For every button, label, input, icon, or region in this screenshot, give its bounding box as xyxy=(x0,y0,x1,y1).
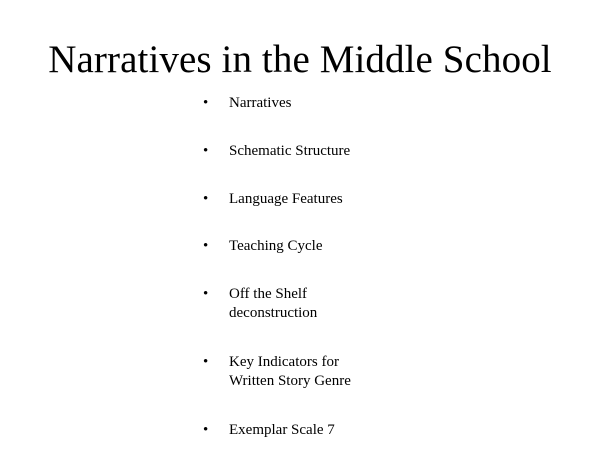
bullet-icon: • xyxy=(203,354,209,370)
bullet-item-key-indicators xyxy=(203,353,351,391)
bullet-item-off-the-shelf xyxy=(203,285,317,323)
bullet-label: Narratives xyxy=(229,95,292,111)
bullet-label: Key Indicators for Written Story Genre xyxy=(229,354,351,389)
bullet-icon: • xyxy=(203,286,209,302)
bullet-icon: • xyxy=(203,143,209,159)
bullet-icon: • xyxy=(203,191,209,207)
bullet-icon: • xyxy=(203,238,209,254)
bullet-label: Exemplar Scale 7 xyxy=(229,422,335,438)
bullet-item-teaching-cycle xyxy=(203,237,323,256)
bullet-label: Schematic Structure xyxy=(229,143,351,159)
bullet-item-narratives xyxy=(203,94,291,113)
bullet-item-exemplar-scale xyxy=(203,421,335,440)
bullet-label: Off the Shelf deconstruction xyxy=(229,286,318,321)
slide-title: Narratives in the Middle School xyxy=(48,38,552,81)
bullet-icon: • xyxy=(203,422,209,438)
bullet-icon: • xyxy=(203,95,209,111)
bullet-item-schematic-structure xyxy=(203,142,350,161)
bullet-label: Language Features xyxy=(229,191,343,207)
bullet-label: Teaching Cycle xyxy=(229,238,323,254)
bullet-item-language-features xyxy=(203,190,343,209)
